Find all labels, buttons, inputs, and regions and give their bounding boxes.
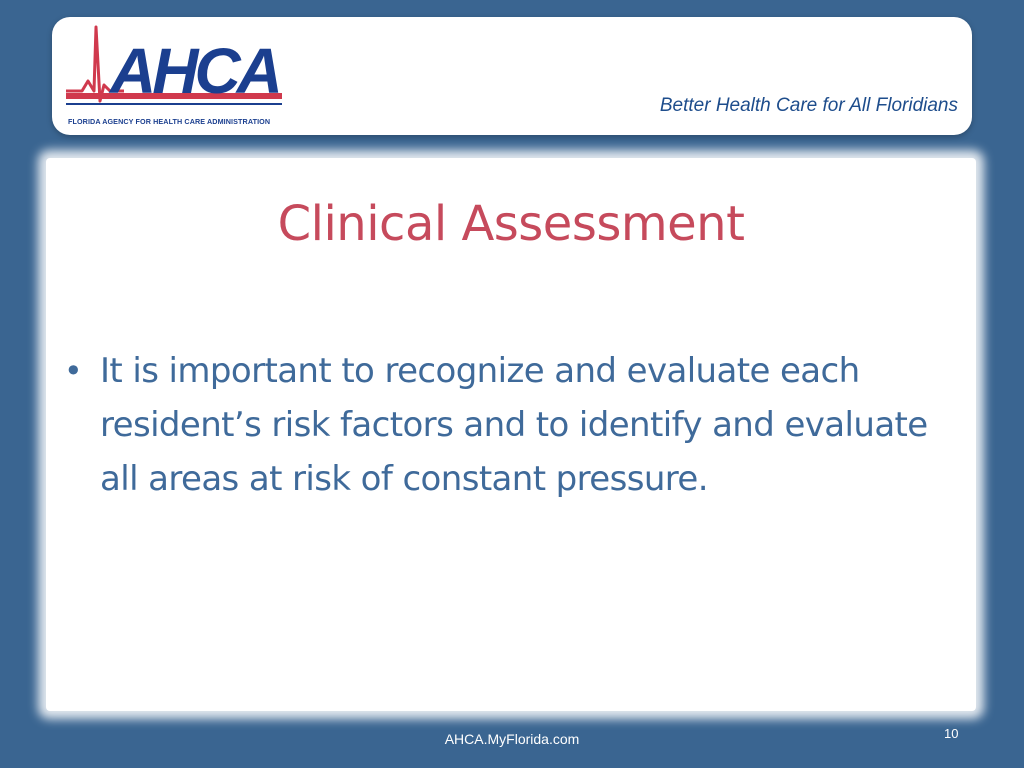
logo-subtitle: FLORIDA AGENCY FOR HEALTH CARE ADMINISTRATION	[68, 117, 271, 126]
logo-wordmark: AHCA	[110, 35, 279, 107]
slide-title: Clinical Assessment	[277, 196, 745, 252]
page-number: 10	[944, 726, 959, 741]
ahca-logo	[64, 23, 288, 129]
bullet-dot: •	[63, 352, 83, 390]
ahca-logo-graphic	[64, 23, 288, 115]
header-banner	[52, 17, 972, 135]
slide-content	[46, 158, 976, 711]
footer-url[interactable]: AHCA.MyFlorida.com	[444, 731, 580, 747]
bullet-text: It is important to recognize and evaluate each resident’s risk factors and to identify and evaluate all areas at risk of constant pressure.	[100, 351, 928, 499]
bullet-list	[58, 344, 958, 506]
tagline: Better Health Care for All Floridians	[659, 95, 958, 116]
bullet-item	[58, 344, 958, 506]
